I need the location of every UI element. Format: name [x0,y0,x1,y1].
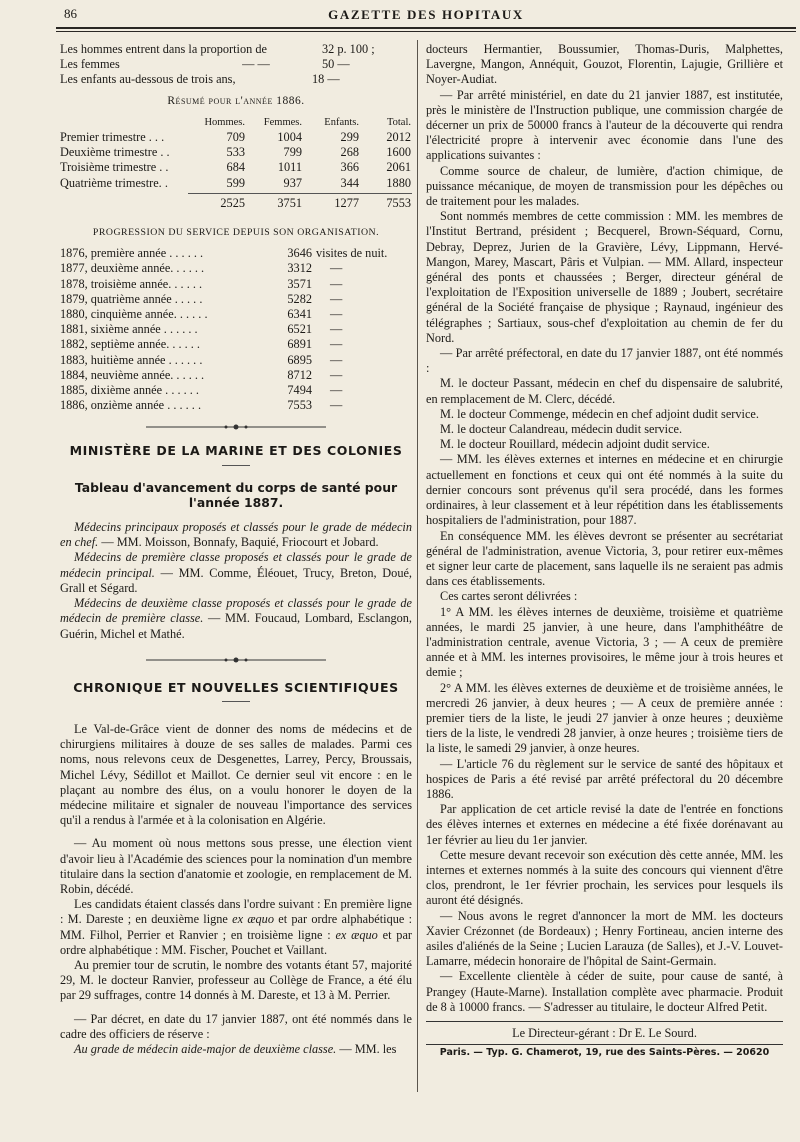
proportion-women: Les femmes — — 50 — [60,57,350,72]
resume-table [60,115,412,211]
imprint: Paris. — Typ. G. Chamerot, 19, rue des Saints-Pères. — 20620 [439,1047,770,1059]
list-item: 1877, deuxième année. . . . . . 3312 — [60,261,343,276]
resume-title: Résumé pour l'année 1886. [167,94,305,107]
column-divider [417,40,418,1092]
article-paragraph: 1° A MM. les élèves internes de deuxième, troisième et quatrième années, le mardi 25 janvier, à une heure, dans l'amphithéâtre de l'administration centrale, avenue Victoria, 3 ; — A ceux de première année et à MM. les internes provisoires, le même jour à trois heures et demie ; [426,604,783,680]
article-paragraph: M. le docteur Commenge, médecin en chef adjoint dudit service. [440,406,759,421]
short-rule [222,465,250,466]
list-item: 1883, huitième année . . . . . . 6895 — [60,352,343,367]
list-item: 1881, sixième année . . . . . . 6521 — [60,322,343,337]
table-row: Troisième trimestre . . 684 1011 366 2061 [60,160,411,175]
header-rule-thin [56,31,796,32]
tableau-heading: Tableau d'avancement du corps de santé pour l'année 1887. [74,479,398,510]
ornament-divider [60,423,412,431]
article-paragraph: Par application de cet article revisé la date de l'entrée en fonctions des élèves internes et externes en médecine a été fixée dorénavant au 1er février au lieu du 1er janvier. [426,802,783,847]
table-row: Deuxième trimestre . . 533 799 268 1600 [60,145,411,160]
article-paragraph: 2° A MM. les élèves externes de deuxième et de troisième années, le mercredi 26 janvier, à deux heures ; — A ceux de première année : premier tiers de la liste, le jeudi 27 janvier à onze heures ; deuxième tiers de la liste, le vendredi 28 janvier, à onze heures ; troisième tiers de la liste, le samedi 29 janvier, à onze heures. [426,680,783,756]
article-paragraph: — Par arrêté préfectoral, en date du 17 janvier 1887, ont été nommés : [426,346,783,376]
progression-list [60,246,412,413]
list-item: 1879, quatrième année . . . . . 5282 — [60,291,343,306]
list-item: 1878, troisième année. . . . . . 3571 — [60,276,343,291]
proportion-list [60,42,412,88]
promotion-paragraph: Médecins de deuxième classe proposés et classés pour le grade de médecin de première classe. — MM. Foucaud, Lombard, Esclangon, Guérin, Michel et Mathé. [60,596,413,641]
article-paragraph: Les candidats étaient classés dans l'ordre suivant : En première ligne : M. Dareste ; en deuxième ligne ex æquo et par ordre alphabétique : MM. Filhol, Perrier et Ranvier ; en troisième ligne : ex æquo et par ordre alphabétique : MM. Fischer, Pouchet et Vaillant. [60,897,413,957]
article-paragraph: M. le docteur Calandreau, médecin dudit service. [440,422,683,437]
ministry-heading: MINISTÈRE DE LA MARINE ET DES COLONIES [69,443,403,459]
list-item: 1880, cinquième année. . . . . . 6341 — [60,307,343,322]
progression-title: PROGRESSION DU SERVICE DEPUIS SON ORGANISATION. [92,227,380,239]
article-paragraph: Sont nommés membres de cette commission : MM. les membres de l'Institut Bertrand, président ; Becquerel, Brown-Séquard, Cornu, Debray, Deprez, Jurien de la Gravière, Lévy, Lippmann, Hervé-Mangon, Marey, Mascart, Pâris et Vulpian. — MM. Allard, inspecteur général des ponts et chaussées ; Berger, directeur général de l'exploitation de l'Exposition universelle de 1889 ; Joubert, secrétaire général de la Société française de physique ; Raynaud, ingénieur des télégraphes ; Sartiaux, sous-chef d'exploitation au chemin de fer du Nord. [426,209,783,345]
promotion-paragraph: Médecins de première classe proposés et classés pour le grade de médecin principal. — MM. Comme, Éléouet, Trucy, Breton, Doué, Grall et Ségard. [60,550,413,595]
article-paragraph: Comme source de chaleur, de lumière, d'action chimique, de puissance mécanique, de moyen de transmission pour les dépêches ou de traitement pour les malades. [426,163,783,209]
article-paragraph: Cette mesure devant recevoir son exécution dès cette année, MM. les internes et externes nommés à la suite des concours qui viennent d'être clos, prendront, le 1er février prochain, les services pour lesquels ils auront été désignés. [426,847,783,908]
list-item: 1885, dixième année . . . . . . 7494 — [60,383,343,398]
journal-title: GAZETTE DES HOPITAUX [328,7,524,22]
ornament-rule-icon [146,656,326,664]
article-paragraph: docteurs Hermantier, Boussumier, Thomas-Duris, Malphettes, Lavergne, Mangon, Annéquit, Gouzot, Florentin, Lajugie, Grillière et Noyer-Audiat. [426,42,783,87]
proportion-men: Les hommes entrent dans la proportion de 32 p. 100 ; [60,42,375,56]
article-paragraph: — Par décret, en date du 17 janvier 1887, ont été nommés dans le cadre des officiers de réserve : [60,1011,412,1041]
right-column [426,42,783,1060]
header-rule [56,27,796,29]
totals-row: 2525 3751 1277 7553 [220,195,411,210]
list-item: 1884, neuvième année. . . . . . 8712 — [60,367,343,382]
ornament-rule-icon [146,423,326,431]
article-paragraph: M. le docteur Rouillard, médecin adjoint dudit service. [440,437,710,452]
chronique-heading: CHRONIQUE ET NOUVELLES SCIENTIFIQUES [73,679,399,695]
resume-header-row: Hommes. Femmes. Enfants. Total. [204,116,411,128]
proportion-children: Les enfants au-dessous de trois ans, 18 — [60,72,340,87]
signature: Le Directeur-gérant : Dr E. Le Sourd. [512,1026,697,1040]
article-paragraph: Au premier tour de scrutin, le nombre des votants étant 57, majorité 29, M. le docteur Ranvier, professeur au Collège de France, a été élu par 29 suffrages, contre 14 donnés à M. Dareste, et 13 à M. Perrier. [60,957,412,1003]
table-row: Quatrième trimestre. . 599 937 344 1880 [60,175,411,190]
article-paragraph: M. le docteur Passant, médecin en chef du dispensaire de salubrité, en remplacement de M. Clerc, décédé. [426,376,783,406]
article-paragraph: — Par arrêté ministériel, en date du 21 janvier 1887, est institutée, près le ministère de l'Instruction publique, une commission chargée de décerner un prix de 50000 francs à l'auteur de la découverte qui rendra l'électricité propre à intervenir avec économie dans l'une des applications suivantes : [426,87,783,163]
ornament-divider [60,656,412,664]
short-rule [222,701,250,702]
article-paragraph: — MM. les élèves externes et internes en médecine et en chirurgie actuellement en fonctions et ceux qui ont été nommés à la suite du dernier concours sont prévenus qu'il sera procédé, dans les formes ordinaires, à leur classement et à leur répétition dans les établissements hospitaliers de l'administration, pour 1887. [426,452,783,528]
left-column [60,42,412,1057]
table-row: Premier trimestre . . . 709 1004 299 2012 [60,130,411,145]
page-number: 86 [64,6,77,21]
page-header [56,4,796,26]
article-paragraph: Ces cartes seront délivrées : [440,589,578,604]
article-paragraph: — Au moment où nous mettons sous presse, une élection vient d'avoir lieu à l'Académie des sciences pour la nomination d'un membre titulaire dans la section d'anatomie et zoologie, en remplacement de M. Robin, décédé. [60,836,412,896]
list-item: 1882, septième année. . . . . . 6891 — [60,337,343,352]
article-paragraph: — Nous avons le regret d'annoncer la mort de MM. les docteurs Xavier Crézonnet (de Bordeaux) ; Henry Fortineau, ancien interne des asiles d'aliénés de la Seine ; Lucien Larauza (de Salles), et J.-V. Louvet-Lamarre, médecin honoraire de l'hôpital de Saint-Germain. [426,908,783,969]
article-paragraph: — Excellente clientèle à céder de suite, pour cause de santé, à Prangey (Haute-Marne). Installation complète avec pharmacie. Produit de 8 à 10000 francs. — S'adresser au titulaire, le docteur Alfred Petit. [426,969,783,1014]
article-paragraph: — L'article 76 du règlement sur le service de santé des hôpitaux et hospices de Paris a été revisé par arrêté préfectoral du 20 décembre 1886. [426,756,783,801]
article-paragraph: Le Val-de-Grâce vient de donner des noms de médecins et de chirurgiens militaires à douze de ses salles de malades. Parmi ces noms, nous relevons ceux de Desgenettes, Larrey, Percy, Broussais, Michel Lévy, Sédillot et Maillot. Ce dernier seul vit encore : en le plaçant au nombre des élus, on a voulu honorer le doyen de la médecine militaire et signaler de nouveau l'importance des services qu'il a rendus à l'armée et à la colonisation en Algérie. [60,721,412,828]
promotion-paragraph: Médecins principaux proposés et classés pour le grade de médecin en chef. — MM. Moisson, Bonnafy, Baquié, Friocourt et Jobard. [60,520,412,550]
article-paragraph: En conséquence MM. les élèves devront se présenter au secrétariat général de l'administration, avenue Victoria, 3, pour retirer eux-mêmes et signer leur carte de placement, sans laquelle ils ne seraient pas admis dans ces établissements. [426,528,783,589]
list-item: 1886, onzième année . . . . . . 7553 — [60,398,343,413]
list-item: 1876, première année . . . . . . 3646 visites de nuit. [60,246,388,261]
article-paragraph: Au grade de médecin aide-major de deuxième classe. — MM. les [74,1041,397,1056]
